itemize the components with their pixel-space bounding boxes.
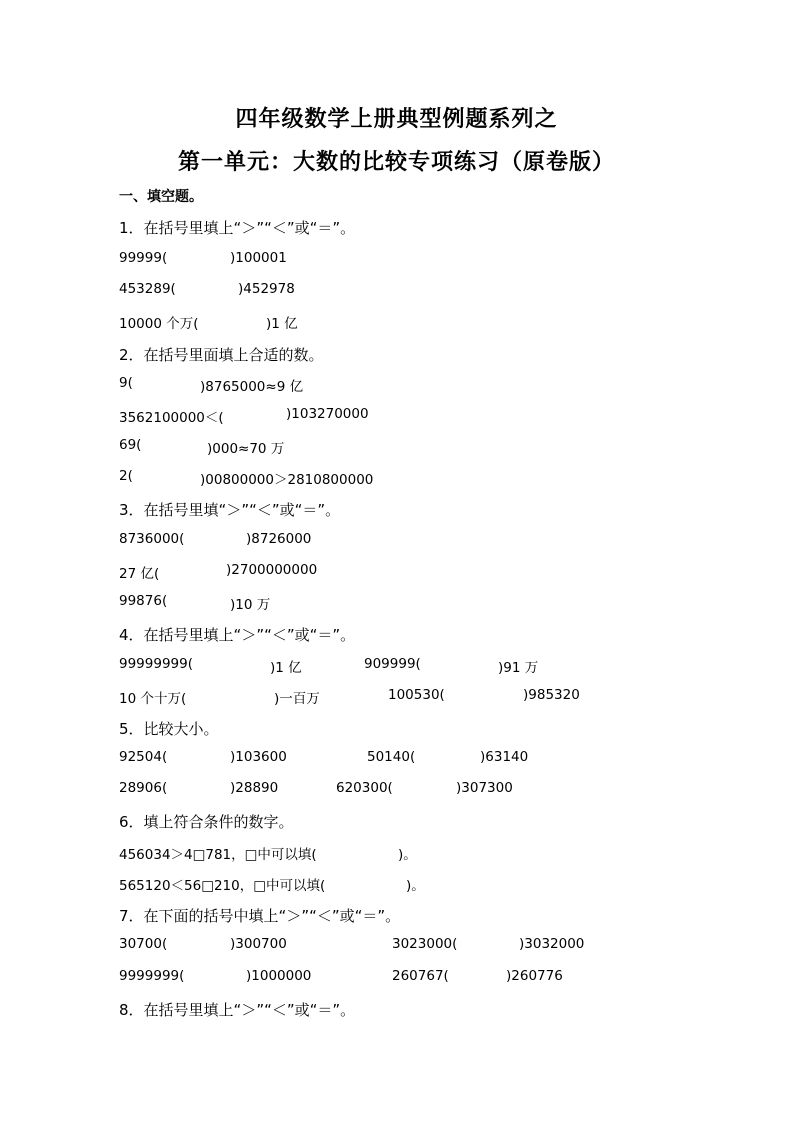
q7-item1-right: )300700 (230, 936, 287, 952)
question-6-prompt: 6．填上符合条件的数字。 (119, 813, 294, 831)
question-2-prompt: 2．在括号里面填上合适的数。 (119, 346, 324, 364)
q1-item1-left: 99999( (119, 250, 168, 266)
q2-item4-left: 2( (119, 468, 133, 484)
q2-item1-right: )8765000≈9 亿 (200, 379, 304, 395)
q4-item1-right: )1 亿 (270, 660, 302, 676)
q5-item1-right2: )63140 (480, 749, 529, 765)
question-7-prompt: 7．在下面的括号中填上“＞”“＜”或“＝”。 (119, 907, 401, 925)
q2-item2-right: )103270000 (286, 406, 369, 422)
q5-item1-left: 92504( (119, 749, 168, 765)
q5-item2-left2: 620300( (336, 780, 393, 796)
q5-item1-right: )103600 (230, 749, 287, 765)
q4-item2-left: 10 个十万( (119, 691, 187, 707)
q7-item2-right2: )260776 (506, 968, 563, 984)
section-heading: 一、填空题。 (119, 189, 203, 205)
q6-item1-left: 456034＞4□781，□中可以填( (119, 847, 317, 863)
question-5-prompt: 5．比较大小。 (119, 720, 219, 738)
q5-item1-left2: 50140( (367, 749, 416, 765)
q4-item1-left: 99999999( (119, 656, 193, 672)
q1-item3-left: 10000 个万( (119, 316, 199, 332)
q3-item2-left: 27 亿( (119, 566, 160, 582)
q3-item2-right: )2700000000 (226, 562, 318, 578)
q7-item1-left: 30700( (119, 936, 168, 952)
title-line-2: 第一单元：大数的比较专项练习（原卷版） (177, 150, 615, 175)
q7-item1-right2: )3032000 (519, 936, 585, 952)
q7-item2-right: )1000000 (246, 968, 312, 984)
question-1-prompt: 1．在括号里填上“＞”“＜”或“＝”。 (119, 219, 356, 237)
q4-item2-right2: )985320 (523, 687, 580, 703)
q6-item2-right: )。 (406, 878, 425, 894)
q5-item2-right: )28890 (230, 780, 279, 796)
q5-item2-right2: )307300 (456, 780, 513, 796)
q2-item3-left: 69( (119, 437, 142, 453)
q3-item1-left: 8736000( (119, 531, 185, 547)
q6-item1-right: )。 (398, 847, 417, 863)
q1-item1-right: )100001 (230, 250, 287, 266)
q3-item1-right: )8726000 (246, 531, 312, 547)
q3-item3-right: )10 万 (230, 597, 271, 613)
q4-item1-right2: )91 万 (498, 660, 539, 676)
question-3-prompt: 3．在括号里填“＞”“＜”或“＝”。 (119, 501, 341, 519)
q1-item3-right: )1 亿 (266, 316, 298, 332)
q2-item3-right: )000≈70 万 (207, 441, 285, 457)
q1-item2-right: )452978 (238, 281, 295, 297)
q4-item2-right: )一百万 (274, 691, 320, 707)
question-8-prompt: 8．在括号里填上“＞”“＜”或“＝”。 (119, 1001, 356, 1019)
title-line-1: 四年级数学上册典型例题系列之 (235, 107, 558, 132)
q1-item2-left: 453289( (119, 281, 176, 297)
q3-item3-left: 99876( (119, 593, 168, 609)
q4-item2-left2: 100530( (388, 687, 445, 703)
q5-item2-left: 28906( (119, 780, 168, 796)
q2-item2-left: 3562100000＜( (119, 410, 224, 426)
q4-item1-left2: 909999( (364, 656, 421, 672)
question-4-prompt: 4．在括号里填上“＞”“＜”或“＝”。 (119, 626, 356, 644)
q7-item1-left2: 3023000( (392, 936, 458, 952)
q2-item4-right: )00800000＞2810800000 (200, 472, 374, 488)
q7-item2-left: 9999999( (119, 968, 185, 984)
q6-item2-left: 565120＜56□210，□中可以填( (119, 878, 326, 894)
q2-item1-left: 9( (119, 375, 133, 391)
q7-item2-left2: 260767( (392, 968, 449, 984)
